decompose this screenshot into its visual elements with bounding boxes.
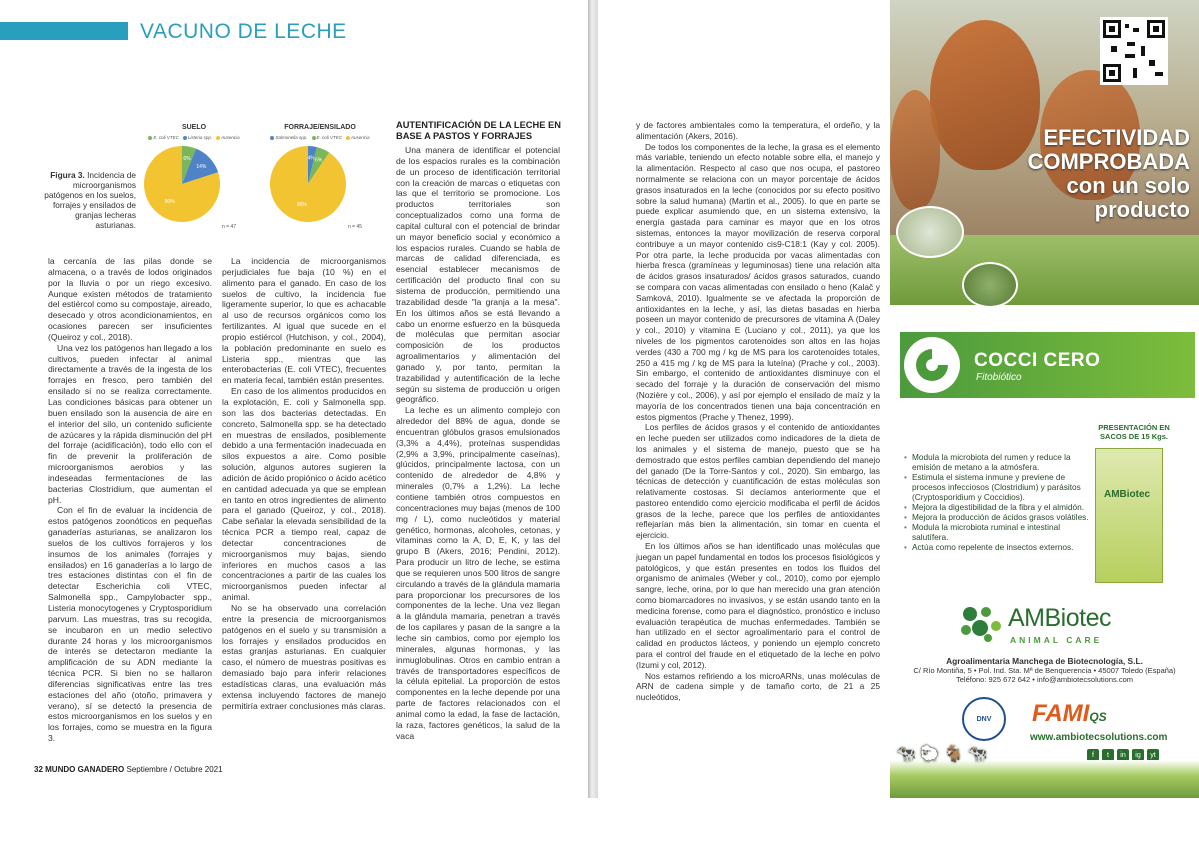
section-color-bar (0, 22, 128, 40)
grass-footer (890, 760, 1199, 798)
paragraph: Los perfiles de ácidos grasos y el contenido de antioxidantes en leche pueden ser utilizados como indicadores de la dieta de los animales y el sistema de manejo, puesto que se ha demostrado que estos perfiles cambian dependiendo del manejo del ganado (De la Torre-Santos y col., 2020). Sin embargo, las técnicas de detección y cuantificación de estas moléculas son relativamente costosas. Si decíamos anteriormente que el pastoreo entendido como ejercicio modificaba el perfil de ácidos grasos de la leche, parece que los perfiles de antioxidantes reflejarían más bien la alimentación, sin tomar en cuenta el ejercicio. (636, 422, 880, 541)
headline-line: COMPROBADA (1027, 149, 1190, 174)
headline-line: EFECTIVIDAD (1043, 125, 1190, 150)
paragraph: Una manera de identificar el potencial de los espacios rurales es la combinación de un proceso de identificación territorial con la creación de marcas o etiquetas con las que el territorio se promocione. Los productos territoriales son conceptualizados como una forma de capital cultural con el potencial de brindar un mayor beneficio social y económico a los espacios rurales. Cuando se habla de marcas de calidad diferenciada, es esencial establecer mecanismos de certificación del producto final con su sistema de producción, permitiendo una trazabilidad desde "la granja a la mesa". En los últimos años se está llevando a cabo un enorme esfuerzo en la búsqueda de moléculas que permitan asociar composición de los productos agroalimentarios y alimentación del ganado y, por tanto, permitan la trazabilidad y autentificación de la leche según su sistema de producción u origen geográfico. (396, 145, 560, 405)
pie-svg (268, 140, 372, 226)
animal-silhouettes-icon: 🐄🐑🐐🐄 (896, 746, 992, 763)
ad-headline (940, 126, 1190, 222)
page-folio (34, 765, 223, 774)
pie-data-label: 6% (183, 155, 191, 162)
pie-data-label: 96% (296, 201, 307, 208)
legend-item: Listeria spp. (183, 135, 212, 140)
legend-item: E. coli VTEC (148, 135, 179, 140)
brand-subtitle: ANIMAL CARE (1010, 635, 1103, 645)
page-number: 32 (34, 765, 43, 774)
pie-data-label: 80% (164, 198, 175, 205)
section-title: VACUNO DE LECHE (140, 20, 347, 43)
list-item: • Mejora la digestibilidad de la fibra y el almidón. (904, 502, 1092, 512)
paragraph: Con el fin de evaluar la incidencia de estos patógenos zoonóticos en pequeñas ganaderías asturianas, se analizaron los suelos de los cultivos forrajeros y los insumos de los animales (forrajes y ensilados) en 16 ganaderías a lo largo de tres estaciones distintas con el fin de detectar Escherichia coli VTEC, Salmonella spp., Campylobacter spp., Listeria monocytogenes y Cryptosporidium parvum. Las muestras, tras su recogida, se incubaron en un medio selectivo durante 24 horas y los microorganismos de interés se detectaron mediante la amplificación de su ADN mediante la técnica PCR. Si bien no se hallaron diferencias significativas entre las tres estaciones del año (otoño, primavera y verano), sí se detectó la presencia de estos microorganismos en los suelos y en los forrajes, como se muestra en la figura 3. (48, 505, 212, 744)
qr-code[interactable] (1100, 17, 1168, 85)
pie-data-label: 4% (307, 155, 315, 162)
magazine-name: MUNDO GANADERO (45, 765, 125, 774)
headline-line: producto (1094, 197, 1190, 222)
company-address: C/ Río Montiña, 5 • Pol. Ind. Sta. Mª de Benquerencia • 45007 Toledo (España) (913, 666, 1176, 675)
paragraph: La incidencia de microorganismos perjudiciales fue baja (10 %) en el alimento para el ganado. En caso de los suelos de cultivo, la incidencia fue ligeramente superior, lo que es achacable al uso de recursos orgánicos como los fertilizantes. Al igual que sucede en el propio estiércol (Hutchison, y col., 2004), la población predominante en suelo es Listeria spp., mientras que las enterobacterias (E. coli VTEC), frecuentes en materia fecal, también están presentes. (222, 256, 386, 386)
headline-line: con un solo (1066, 173, 1190, 198)
legend-item: Ausencia (216, 135, 240, 140)
advertisement (890, 0, 1199, 798)
chart-title: FORRAJE/ENSILADO (284, 124, 356, 131)
pie-chart-suelo (142, 124, 246, 234)
instagram-icon[interactable]: ig (1132, 749, 1144, 761)
product-name: COCCI CERO (974, 350, 1101, 371)
list-item: • Modula la microbiota ruminal e intestinal salutífera. (904, 522, 1092, 542)
paragraph: Nos estamos refiriendo a los microARNs, unas moléculas de ARN de cadena simple y de tamaño corto, de 21 a 25 nucleótidos, (636, 670, 880, 703)
list-item: • Modula la microbiota del rumen y reduce la emisión de metano a la atmósfera. (904, 452, 1092, 472)
paragraph: Una vez los patógenos han llegado a los cultivos, pueden infectar al animal directamente a través de la ingesta de los forrajes en fresco, pero también del ensilado si no se realiza correctamente. Las condiciones básicas para obtener un buen ensilado son la ausencia de aire en el interior del silo, un contenido suficiente de azúcares y la rápida disminución del pH del forraje (acidificación), todo ello con el fin de prevenir la proliferación de microorganismos aerobios y las indeseadas fermentaciones de las bacterias Clostridium, que aumentan el pH. (48, 342, 212, 505)
paragraph: En caso de los alimentos producidos en la explotación, E. coli y Salmonella spp. son las dos bacterias detectadas. En concreto, Salmonella spp. se ha detectado en muestras de ensilados, posiblemente debido a una fermentación inadecuada en silos expuestos a aire. Como posible solución, algunos autores sugieren la adición de ácido propiónico o ácido acético en cantidad adecuada ya que se emplean en tanto en otros ingredientes de alimento para el ganado (Queiroz, y col., 2018). Cabe señalar la elevada sensibilidad de la técnica PCR a tiempo real, capaz de detectar concentraciones de microorganismos muy bajas, siendo inferiores en muchos casos a las concentraciones a partir de las cuales los microorganismos pueden infectar al animal. (222, 386, 386, 603)
cow-image (890, 90, 940, 210)
list-item: • Estimula el sistema inmune y previene de procesos infecciosos (Clostridium) y parásitos (Cryptosporidium y Coccidios). (904, 472, 1092, 502)
scan-margin (0, 798, 1199, 848)
paragraph: En los últimos años se han identificado unas moléculas que juegan un papel fundamental en todos los procesos fisiológicos y patológicos, y que están presentes en todos los fluidos del organismo de animales (Weber y col., 2010), como por ejemplo sangre, leche, orina, por lo que han merecido una gran atención como biomarcadores no invasivos, y se están usando tanto en la medicina forense, como para el diagnóstico, pronóstico e incluso evaluación terapéutica de muchas enfermedades. También se han utilizado en el sector agroalimentario para el control de calidad en productos lácteos, y poniendo un ejemplo concreto para el control del fraude en el etiquetado de la leche en polvo (Izumi y col, 2012). (636, 541, 880, 670)
chart-title: SUELO (181, 124, 207, 131)
section-heading: AUTENTIFICACIÓN DE LA LECHE EN BASE A PASTOS Y FORRAJES (396, 120, 561, 141)
pie-chart-forraje (268, 124, 372, 234)
sample-size: n = 45 (348, 224, 363, 230)
product-bag-image (1095, 448, 1163, 583)
pie-slice (270, 146, 346, 222)
sample-size: n = 47 (222, 224, 237, 230)
pie-svg (142, 140, 246, 226)
bag-brand: AMBiotec (1104, 489, 1151, 500)
twitter-icon[interactable]: t (1102, 749, 1114, 761)
column-4 (636, 120, 880, 703)
company-contact: Teléfono: 925 672 642 • info@ambiotecsolutions.com (955, 675, 1133, 684)
cattle-photo (962, 262, 1018, 308)
company-name: Agroalimentaria Manchega de Biotecnología, S.L. (946, 656, 1143, 666)
paragraph: No se ha observado una correlación entre la presencia de microorganismos patógenos en el suelo y su transmisión a los forrajes y ensilados producidos en estas granjas asturianas. En cualquier caso, el número de muestras positivas es demasiado bajo para inferir relaciones estadísticas claras, una evaluación más extensa incluyendo factores de manejo permitiría extraer conclusiones más claras. (222, 603, 386, 711)
product-subtitle: Fitobiótico (976, 372, 1022, 383)
list-item: • Mejora la producción de ácidos grasos volátiles. (904, 512, 1092, 522)
product-logo-icon (904, 337, 960, 393)
benefits-list (904, 452, 1092, 552)
linkedin-icon[interactable]: in (1117, 749, 1129, 761)
website-link[interactable]: www.ambiotecsolutions.com (1030, 732, 1168, 743)
famiqs-logo: FAMIQS (1032, 700, 1107, 727)
left-page (0, 0, 588, 798)
column-3 (396, 145, 560, 741)
list-item: • Actúa como repelente de insectos externos. (904, 542, 1092, 552)
paragraph: y de factores ambientales como la temperatura, el ordeño, y la alimentación (Akers, 2016). (636, 120, 880, 141)
right-page (598, 0, 890, 798)
company-info (890, 657, 1199, 684)
facebook-icon[interactable]: f (1087, 749, 1099, 761)
paragraph: la cercanía de las pilas donde se almacena, o a través de lodos originados por la lluvia o por un riego excesivo. Aunque existen métodos de tratamiento del estiércol como su compostaje, aireado, desecado y otros acondicionamientos, en ocasiones parecen ser insuficientes (Queiroz y col., 2018). (48, 256, 212, 342)
brand-logo-icon (958, 604, 1004, 644)
page-gutter (588, 0, 598, 798)
dnv-certification-badge: DNV (962, 697, 1006, 741)
legend-item: Ausencia (346, 135, 370, 140)
figure-caption (40, 170, 136, 230)
figure-caption-text: Incidencia de microorganismos patógenos en los suelos, forrajes y ensilados de granjas lecheras asturianas. (44, 170, 136, 230)
paragraph: La leche es un alimento complejo con alrededor del 88% de agua, donde se encuentran glóbulos grasos emulsionados (3,3% a 4,4%), proteínas suspendidas (2,9% a 3,9%, principalmente caseínas), glúcidos, principalmente lactosa, con un contenido de alrededor de 4,8% y minerales (0,7% a 1,2%). La leche contiene también otros compuestos en concentraciones muy bajas (menos de 100 mg / L), como nucleótidos y material genético, hormonas, alcoholes, cetonas, y vitaminas como la A, D, E, K, y las del grupo B (Akers, 2016; Pendini, 2012). Para producir un litro de leche, se estima que se requieren unos 500 litros de sangre circulando a través de la glándula mamaria para proporcionar los precursores de los componentes de la leche. Una vez llegan a la glándula mamaria, penetran a través de los capilares y pasan de la sangre a la leche sin cambios, como por ejemplo los minerales, algunas hormonas, y las inmuglobulinas. Otros en cambio entran a través de transportadores específicos de la célula epitelial. La proporción de estos componentes en la leche depende por una parte de factores relacionados con el animal como la edad, la fase de lactación, la raza, factores genéticos, la salud de la vaca (396, 405, 560, 741)
pie-data-label: 14% (196, 163, 207, 170)
brand-name: AMBiotec (1008, 604, 1111, 632)
legend-item: E. coli VTEC (312, 135, 343, 140)
column-1 (48, 256, 212, 744)
legend-item: Salmonella spp. (270, 135, 307, 140)
issue-date: Septiembre / Octubre 2021 (126, 765, 223, 774)
pie-data-label: 6% (315, 157, 323, 164)
column-2 (222, 256, 386, 711)
youtube-icon[interactable]: yt (1147, 749, 1159, 761)
figure-caption-label: Figura 3. (50, 170, 85, 180)
presentation-note: PRESENTACIÓN EN SACOS DE 15 Kgs. (1098, 423, 1170, 441)
sheep-photo (896, 206, 964, 258)
paragraph: De todos los componentes de la leche, la grasa es el elemento más variable, teniendo un efecto notable sobre ella, el manejo y la alimentación. Respecto al caso que nos ocupa, el pastoreo normalmente se relaciona con un mayor porcentaje de ácidos grasos insaturados en la leche (conocidos por su efecto positivo sobre la salud humana) (Martin et al., 2005). lo que en parte se puede explicar asumiendo que, en un sistema extensivo, la energía gastada para caminar es mayor que en los otros sistemas, entonces la mayor movilización de reserva corporal contribuye a un mayor contenido cis9-C18:1 (Kay y col. 2005). Por otra parte, la leche producida por vacas alimentadas con hierba fresca (gramíneas y leguminosas) tiene una relación alta de ácidos grasos insaturados/ ácidos grasos saturados, cuando se compara con vacas alimentadas con ensilado o heno (Kalač y Samková, 2010). Igualmente se ve afectada la proporción de antioxidantes en la leche, y así, las dietas basadas en hierba poseen un mayor contenido de precursores de vitamina A (Daley y col., 2010) y vitamina E (Luciano y col., 2011), ya que los niveles de los pigmentos carotenoides son altos en las hojas verdes (430 a 700 mg / kg de MS para los carotenoides totales, 250 a 415 mg / kg de MS para la luteína) (Prache y col., 2003). Sin embargo, el contenido de antioxidantes disminuye con el secado del forraje y la duración de conservación del mismo (Nozière y col., 2006), y así por ejemplo el ensilado de maíz y la mayoría de los concentrados tienen una baja concentración en estos pigmentos (Prache y Thenez, 1999). (636, 141, 880, 422)
